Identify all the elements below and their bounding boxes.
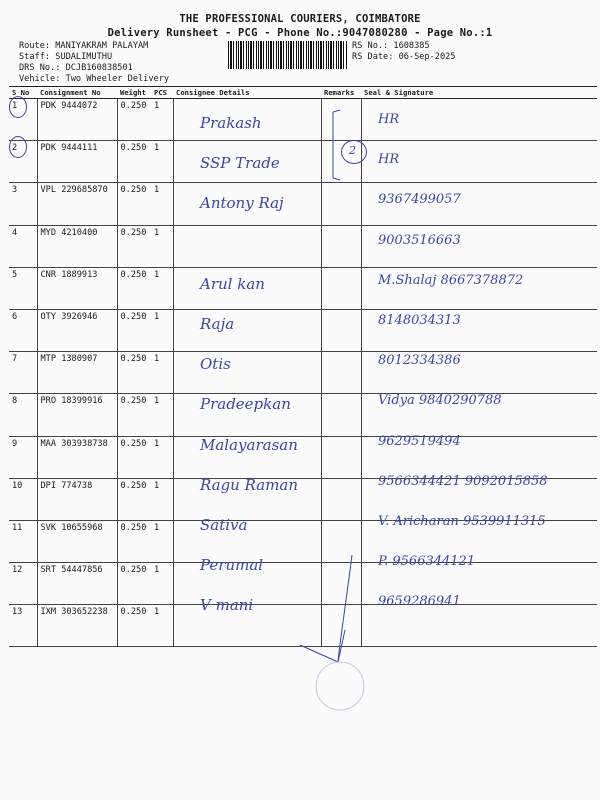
handwritten-consignee: Sativa <box>200 516 248 534</box>
row-sno: 12 <box>9 563 37 605</box>
handwritten-signature: 9367499057 <box>378 192 461 208</box>
handwritten-consignee: Malayarasan <box>200 435 298 454</box>
handwritten-signature: 9659286941 <box>378 594 461 610</box>
row-consignment-no: DPI 774738 <box>37 478 117 520</box>
handwritten-signature: Vidya 9840290788 <box>378 393 502 409</box>
row-weight: 0.250 <box>117 436 151 478</box>
handwritten-consignee: Raja <box>200 315 235 333</box>
row-sno: 2 <box>9 141 37 183</box>
row-pcs: 1 <box>151 99 173 141</box>
col-consignment: Consignment No <box>37 87 117 99</box>
handwritten-signature: HR <box>378 112 400 127</box>
handwritten-signature: 9629519494 <box>378 433 461 449</box>
handwritten-signature: V. Aricharan 9539911315 <box>378 514 546 529</box>
row-pcs: 1 <box>151 520 173 562</box>
row-weight: 0.250 <box>117 478 151 520</box>
row-weight: 0.250 <box>117 605 151 647</box>
row-sno: 1 <box>9 99 37 141</box>
col-sno: S No <box>9 87 37 99</box>
row-pcs: 1 <box>151 605 173 647</box>
row-pcs: 1 <box>151 436 173 478</box>
row-pcs: 1 <box>151 352 173 394</box>
row-sno: 10 <box>9 478 37 520</box>
drs-label: DRS No.: DCJB160838501 <box>19 63 133 73</box>
row-weight: 0.250 <box>117 394 151 436</box>
handwritten-signature: 8012334386 <box>378 353 461 369</box>
row-pcs: 1 <box>151 309 173 351</box>
col-signature: Seal & Signature <box>361 87 597 99</box>
handwritten-consignee: SSP Trade <box>200 154 280 173</box>
row-consignment-no: PRO 18399916 <box>37 394 117 436</box>
row-pcs: 1 <box>151 394 173 436</box>
row-weight: 0.250 <box>117 309 151 351</box>
row-consignment-no: PDK 9444072 <box>37 99 117 141</box>
row-pcs: 1 <box>151 478 173 520</box>
row-weight: 0.250 <box>117 225 151 267</box>
row-pcs: 1 <box>151 225 173 267</box>
row-sno: 9 <box>9 436 37 478</box>
row-pcs: 1 <box>151 183 173 225</box>
pen-line <box>338 555 352 662</box>
row-sno: 8 <box>9 394 37 436</box>
row-consignment-no: MAA 303938738 <box>37 436 117 478</box>
handwritten-consignee: Pradeepkan <box>200 395 291 414</box>
handwritten-consignee: Ragu Raman <box>200 475 299 494</box>
page-subtitle: Delivery Runsheet - PCG - Phone No.:9047080280 - Page No.:1 <box>107 27 493 39</box>
handwritten-consignee: Perumal <box>200 556 264 575</box>
faint-stamp <box>316 662 364 710</box>
handwritten-signature: M.Shalaj 8667378872 <box>378 272 524 288</box>
col-remarks: Remarks <box>321 87 361 99</box>
row-pcs: 1 <box>151 563 173 605</box>
page-title: THE PROFESSIONAL COURIERS, COIMBATORE <box>179 13 421 25</box>
row-weight: 0.250 <box>117 141 151 183</box>
row-sno: 7 <box>9 352 37 394</box>
row-consignment-no: SVK 10655968 <box>37 520 117 562</box>
row-consignment-no: SRT 54447856 <box>37 563 117 605</box>
rs-date: RS Date: 06-Sep-2025 <box>352 52 456 62</box>
row-weight: 0.250 <box>117 520 151 562</box>
row-weight: 0.250 <box>117 99 151 141</box>
handwritten-signature: 8148034313 <box>378 313 461 328</box>
handwritten-consignee: Prakash <box>200 114 262 132</box>
handwritten-consignee: Arul kan <box>200 274 265 293</box>
row-weight: 0.250 <box>117 267 151 309</box>
row-sno: 13 <box>9 605 37 647</box>
rs-number: RS No.: 1608385 <box>352 41 430 51</box>
row-weight: 0.250 <box>117 563 151 605</box>
handwritten-consignee: Otis <box>200 355 231 374</box>
row-weight: 0.250 <box>117 183 151 225</box>
row-sno: 5 <box>9 267 37 309</box>
row-pcs: 1 <box>151 141 173 183</box>
remark-mark-text: 2 <box>349 144 356 157</box>
handwritten-signature: P. 9566344121 <box>378 554 476 570</box>
col-consignee: Consignee Details <box>173 87 321 99</box>
row-consignment-no: VPL 229685870 <box>37 183 117 225</box>
route-label: Route: MANIYAKRAM PALAYAM <box>19 41 149 51</box>
row-consignment-no: OTY 3926946 <box>37 309 117 351</box>
handwritten-signature: HR <box>378 152 400 168</box>
col-weight: Weight <box>117 87 151 99</box>
row-sno: 4 <box>9 225 37 267</box>
handwritten-consignee: V mani <box>200 596 254 615</box>
row-consignment-no: MYD 4210400 <box>37 225 117 267</box>
row-sno: 11 <box>9 520 37 562</box>
row-consignment-no: MTP 1380907 <box>37 352 117 394</box>
row-pcs: 1 <box>151 267 173 309</box>
row-weight: 0.250 <box>117 352 151 394</box>
row-sno: 6 <box>9 309 37 351</box>
row-consignment-no: PDK 9444111 <box>37 141 117 183</box>
vehicle-label: Vehicle: Two Wheeler Delivery <box>19 74 170 84</box>
col-pcs: PCS <box>151 87 173 99</box>
row-sno: 3 <box>9 183 37 225</box>
row-consignment-no: CNR 1889913 <box>37 267 117 309</box>
handwritten-signature: 9566344421 9092015858 <box>378 473 548 489</box>
handwritten-signature: 9003516663 <box>378 232 461 248</box>
remarks-bracket <box>333 110 340 180</box>
row-consignment-no: IXM 303652238 <box>37 605 117 647</box>
staff-label: Staff: SUDALIMUTHU <box>19 52 113 62</box>
handwritten-consignee: Antony Raj <box>200 194 284 213</box>
